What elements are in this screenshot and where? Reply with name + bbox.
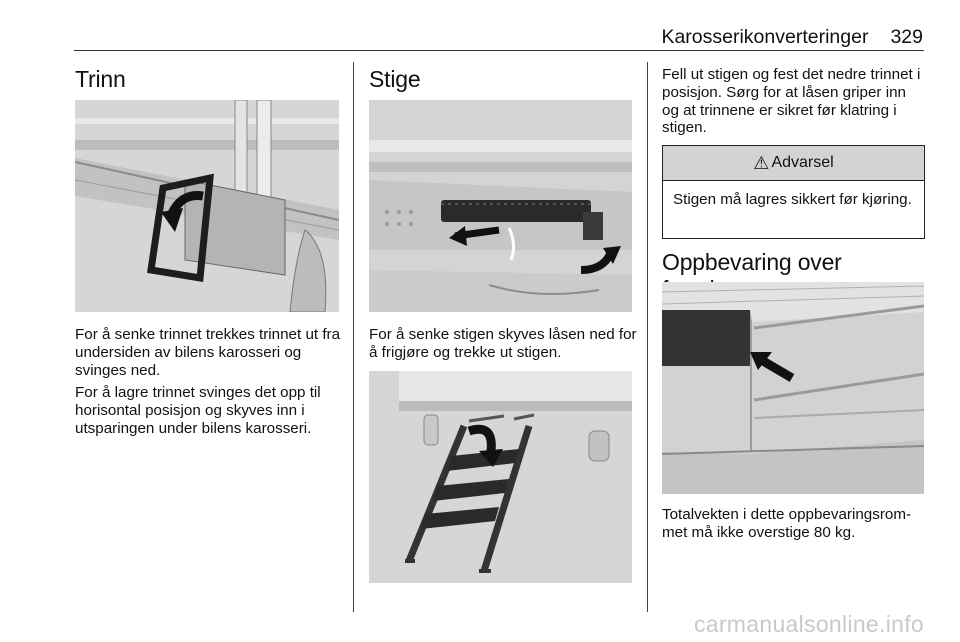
column-trinn-text bbox=[75, 326, 343, 438]
section-title: Karosserikonverteringer bbox=[661, 26, 869, 48]
heading-trinn: Trinn bbox=[75, 66, 126, 92]
column-stige-text bbox=[369, 326, 637, 362]
column-divider-1 bbox=[353, 62, 354, 612]
figure-cab-storage bbox=[662, 282, 924, 494]
warning-triangle-icon: ⚠ bbox=[753, 152, 770, 173]
heading-storage: Oppbevaring over bbox=[662, 249, 842, 275]
warning-title: Advarsel bbox=[771, 154, 834, 171]
figure-step bbox=[75, 100, 339, 312]
warning-text: Stigen må lagres sikkert før kjøring. bbox=[673, 191, 912, 208]
page-number: 329 bbox=[890, 26, 923, 48]
heading-stige: Stige bbox=[369, 66, 421, 92]
figure-ladder-latch bbox=[369, 100, 632, 312]
stige-paragraph-1: For å senke stigen skyves låsen ned for å frigjøre og trekke ut stigen. bbox=[369, 326, 637, 361]
column-trinn bbox=[75, 66, 341, 93]
warning-box bbox=[662, 145, 925, 239]
column-divider-2 bbox=[647, 62, 648, 612]
column-storage-text bbox=[662, 506, 928, 542]
figure-ladder-extended bbox=[369, 371, 632, 583]
storage-paragraph: Totalvekten i dette oppbevaringsrom-met må ikke overstige 80 kg. bbox=[662, 506, 912, 541]
trinn-paragraph-1: For å senke trinnet trekkes trinnet ut fra undersiden av bilens karosseri og svinges ned. bbox=[75, 326, 341, 379]
watermark: carmanualsonline.info bbox=[693, 611, 924, 637]
warning-header bbox=[663, 146, 924, 181]
ladder-instruction-paragraph: Fell ut stigen og fest det nedre trinnet i posisjon. Sørg for at låsen griper inn og at trinnene er sikret før klatring i stigen. bbox=[662, 66, 921, 137]
column-stige bbox=[369, 66, 635, 93]
page-header bbox=[661, 26, 923, 49]
header-rule bbox=[74, 50, 924, 51]
column-right-top bbox=[662, 66, 927, 137]
trinn-paragraph-2: For å lagre trinnet svinges det opp til horisontal posisjon og skyves inn i utsparingen under bilens karosseri. bbox=[75, 384, 321, 437]
